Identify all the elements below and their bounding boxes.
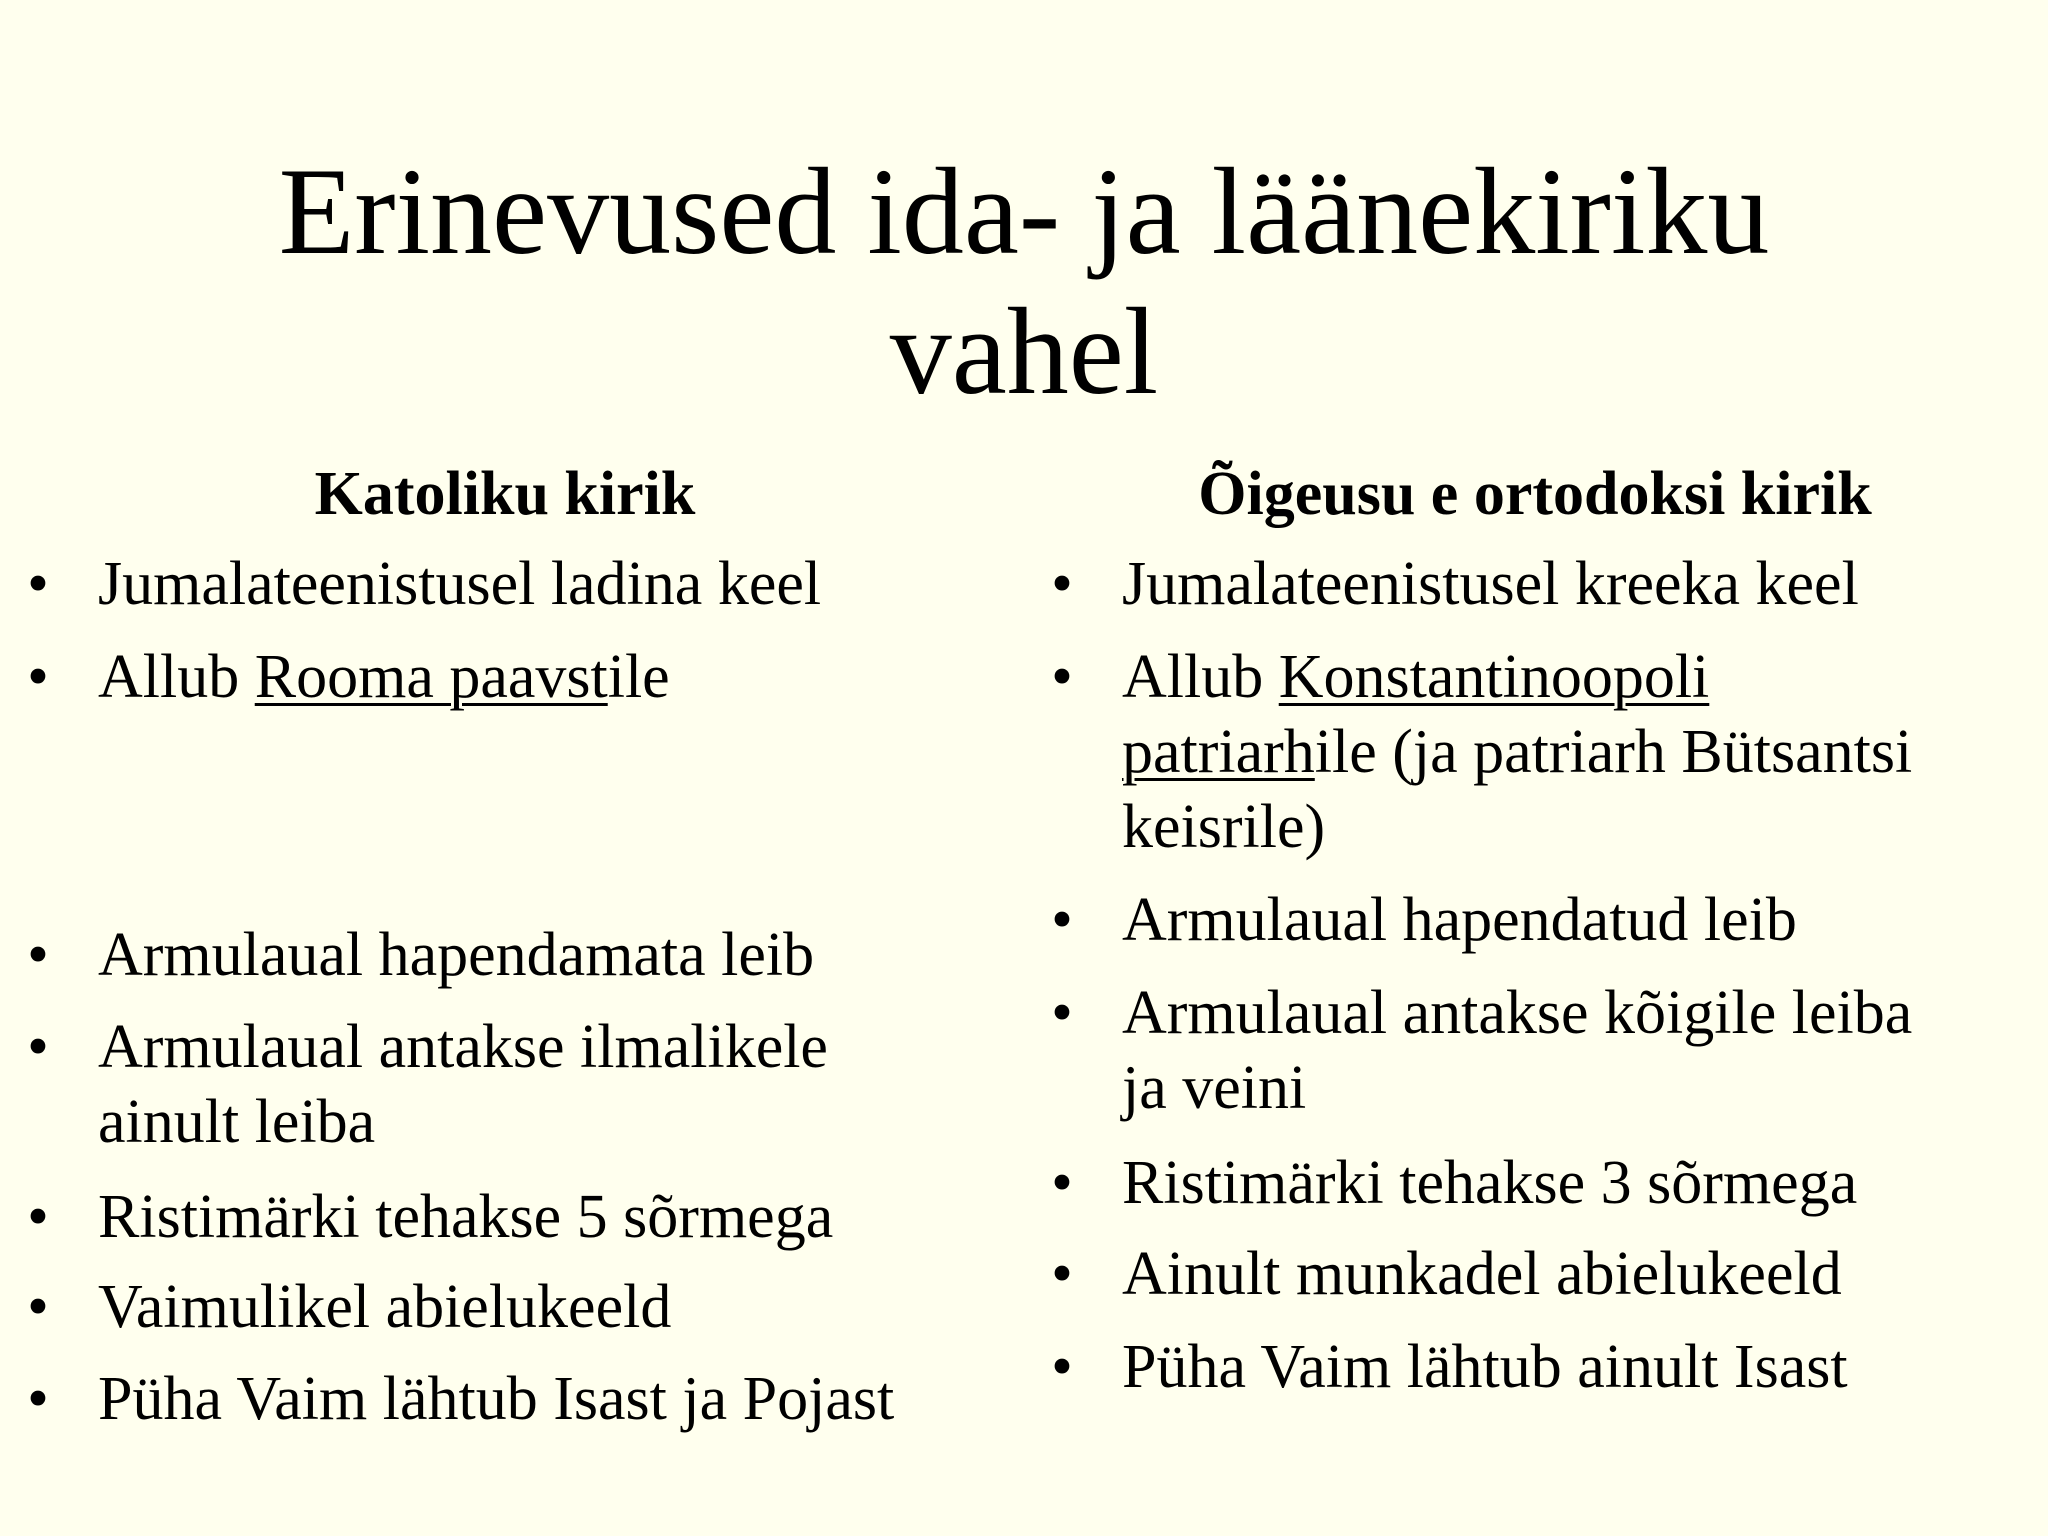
- list-item-text: Ainult munkadel abielukeeld: [1122, 1240, 1842, 1308]
- list-item-text: Armulaual hapendamata leib: [98, 921, 815, 989]
- bullet-icon: •: [27, 550, 49, 618]
- list-item: [0, 640, 2040, 865]
- list-item-text: Jumalateenistusel ladina keel: [98, 550, 822, 618]
- list-item: [0, 547, 2040, 622]
- list-item-text: Jumalateenistusel kreeka keel: [1122, 550, 1859, 618]
- list-item-text: Armulaual antakse kõigile leiba ja veini: [1122, 979, 1913, 1122]
- title-line-1: Erinevused ida- ja läänekiriku: [278, 143, 1770, 280]
- list-item-text: Püha Vaim lähtub ainult Isast: [1122, 1333, 1848, 1401]
- slide-title: [0, 142, 2048, 422]
- konstantinoopoli-link[interactable]: Konstantinoopoli: [1278, 643, 1710, 711]
- list-item-text: Allub Konstantinoopoli patriarhile (ja patriarh Bütsantsi keisrile): [1122, 643, 1913, 861]
- bullet-icon: •: [1051, 1240, 1073, 1308]
- bullet-icon: •: [1051, 643, 1073, 711]
- list-item-text: Allub Rooma paavstile: [98, 643, 670, 711]
- bullet-icon: •: [1051, 979, 1073, 1047]
- bullet-icon: •: [1051, 1149, 1073, 1217]
- bullet-icon: •: [1051, 886, 1073, 954]
- list-item-text: Vaimulikel abielukeeld: [98, 1273, 672, 1341]
- list-item-text: Ristimärki tehakse 3 sõrmega: [1122, 1149, 1858, 1217]
- list-item: [0, 1330, 2040, 1405]
- list-item-text: Püha Vaim lähtub Isast ja Pojast: [98, 1365, 895, 1433]
- list-item: [0, 1146, 2040, 1221]
- bullet-icon: •: [1051, 550, 1073, 618]
- bullet-icon: •: [27, 1013, 49, 1081]
- list-item-text: Armulaual hapendatud leib: [1122, 886, 1797, 954]
- rooma-paavst-link[interactable]: Rooma paavst: [254, 643, 608, 711]
- bullet-icon: •: [27, 1273, 49, 1341]
- bullet-icon: •: [27, 921, 49, 989]
- list-item-text: Ristimärki tehakse 5 sõrmega: [98, 1183, 834, 1251]
- title-line-2: vahel: [889, 283, 1159, 420]
- list-item: [0, 883, 2040, 958]
- bullet-icon: •: [27, 643, 49, 711]
- list-item: [0, 976, 2040, 1126]
- orthodox-column-heading: Õigeusu e ortodoksi kirik: [1198, 460, 1872, 528]
- bullet-icon: •: [27, 1365, 49, 1433]
- bullet-icon: •: [27, 1183, 49, 1251]
- bullet-icon: •: [1051, 1333, 1073, 1401]
- list-item: [0, 1237, 2040, 1312]
- list-item-text: Armulaual antakse ilmalikele ainult leiba: [98, 1013, 828, 1156]
- catholic-column-heading: Katoliku kirik: [314, 460, 696, 528]
- patriarh-link[interactable]: patriarh: [1122, 718, 1315, 786]
